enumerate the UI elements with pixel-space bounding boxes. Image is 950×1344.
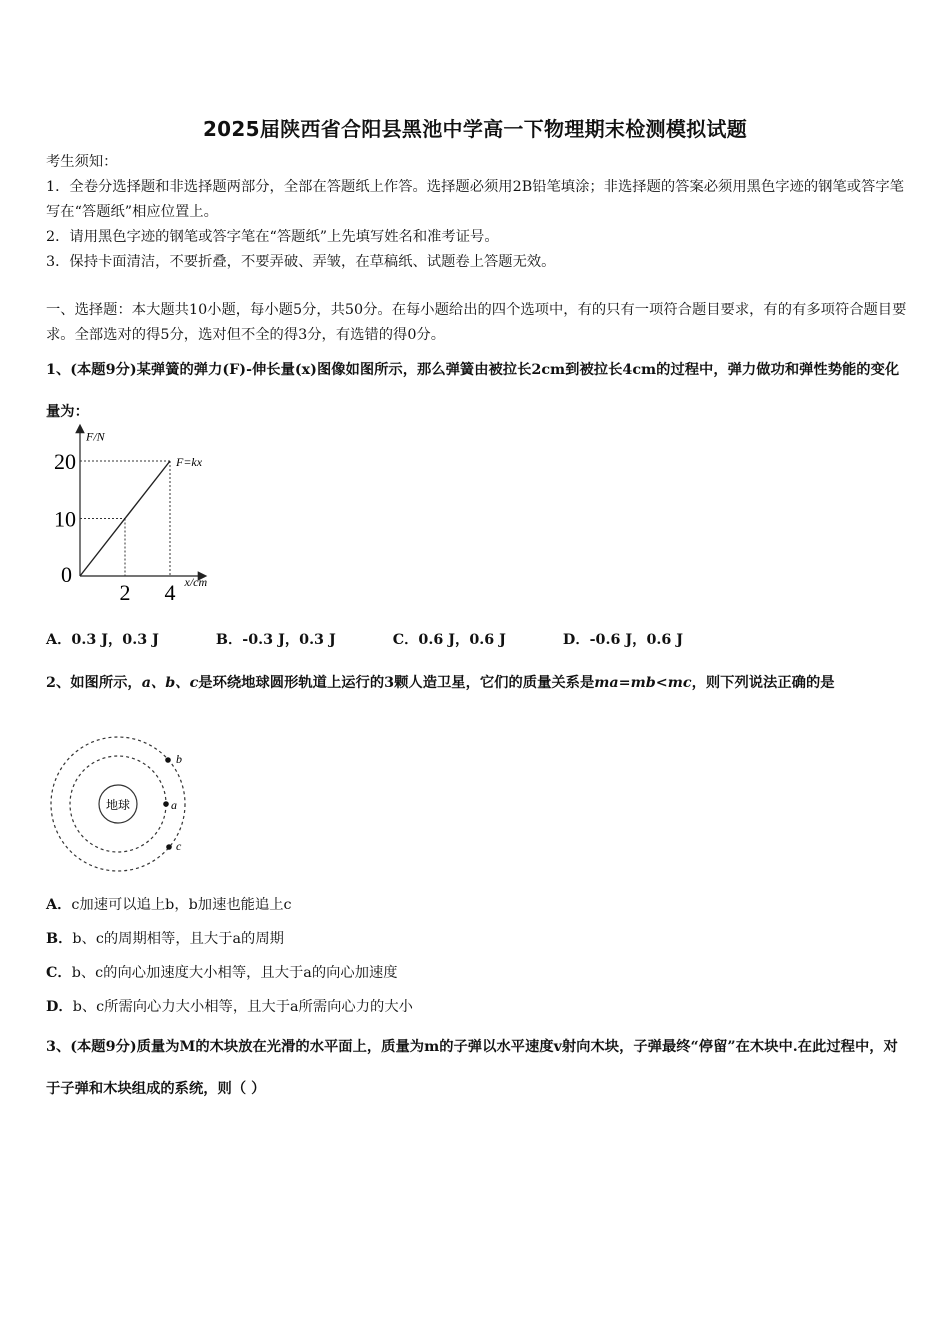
y-tick-label: 10 [54,506,76,532]
y-tick-label: 20 [54,449,76,474]
option-b[interactable]: B．-0.3 J，0.3 J [215,632,336,648]
option-a[interactable]: A．0.3 J，0.3 J [46,632,159,648]
option-text: b、c所需向心力大小相等，且大于a所需向心力的大小 [72,999,413,1015]
x-axis-label: x/cm [184,575,208,589]
question-2-mid: 是环绕地球圆形轨道上运行的3颗人造卫星，它们的质量关系是 [198,675,595,691]
option-d[interactable]: D．-0.6 J，0.6 J [562,632,684,648]
x-tick-label: 2 [119,580,131,600]
satellite-b-label: b [176,752,182,766]
notice-item: 1．全卷分选择题和非选择题两部分，全部在答题纸上作答。选择题必须用2B铅笔填涂；非选择题的答案必须用黑色字迹的钢笔或答字笔写在“答题纸”相应位置上。 [46,179,904,220]
mass-relation: ma=mb<mc [594,675,692,691]
origin-tick-label: 0 [61,562,72,587]
option-text: c加速可以追上b，b加速也能追上c [71,897,292,913]
x-tick-label: 4 [164,580,176,600]
option-label: A． [46,897,72,913]
section-text: 一、选择题：本大题共10小题，每小题5分，共50分。在每小题给出的四个选项中，有的只有一项符合题目要求，有的有多项符合题目要求。全部选对的得5分，选对但不全的得3分，有选错的得0分。 [46,302,907,343]
option-c[interactable]: C．0.6 J，0.6 J [392,632,506,648]
notice-heading: 考生须知： [46,154,118,170]
notice-item: 2．请用黑色字迹的钢笔或答字笔在“答题纸”上先填写姓名和准考证号。 [46,229,499,245]
option-label: D． [46,999,73,1015]
question-3 [46,1026,910,1110]
question-3-stem: 3、(本题9分)质量为M的木块放在光滑的水平面上，质量为m的子弹以水平速度v射向木块，子弹最终“停留”在木块中.在此过程中，对于子弹和木块组成的系统，则（ ） [46,1039,898,1097]
notice-block [46,150,910,275]
question-2-vars: a、b、c [141,675,199,691]
satellite-c [166,844,172,850]
satellite-b [165,757,171,763]
satellite-a-label: a [171,798,177,812]
q2-option-d[interactable] [46,996,413,1016]
option-text: b、c的向心加速度大小相等，且大于a的向心加速度 [71,965,398,981]
q2-option-b[interactable] [46,928,284,948]
question-1-stem: 1、(本题9分)某弹簧的弹力(F)-伸长量(x)图像如图所示，那么弹簧由被拉长2cm到被拉长4cm的过程中，弹力做功和弹性势能的变化量为： [46,362,900,420]
q2-option-c[interactable] [46,962,398,982]
y-axis-label: F/N [86,429,105,444]
satellite-a [163,801,169,807]
orbit-diagram [46,734,196,874]
question-2-suffix: ，则下列说法正确的是 [691,675,835,691]
line-label: F=kx [176,455,203,469]
page-title: 2025届陕西省合阳县黑池中学高一下物理期末检测模拟试题 [202,117,748,141]
option-label: B． [46,931,73,947]
force-extension-chart [40,418,240,600]
earth-label: 地球 [105,798,131,812]
question-1-options [46,629,683,649]
notice-item: 3．保持卡面清洁，不要折叠，不要弄破、弄皱，在草稿纸、试题卷上答题无效。 [46,254,556,270]
option-label: C． [46,965,72,981]
question-2 [46,662,910,704]
satellite-c-label: c [176,839,182,853]
section-instructions [46,298,910,348]
question-2-prefix: 2、如图所示， [46,675,142,691]
option-text: b、c的周期相等，且大于a的周期 [72,931,284,947]
q2-option-a[interactable] [46,894,292,914]
